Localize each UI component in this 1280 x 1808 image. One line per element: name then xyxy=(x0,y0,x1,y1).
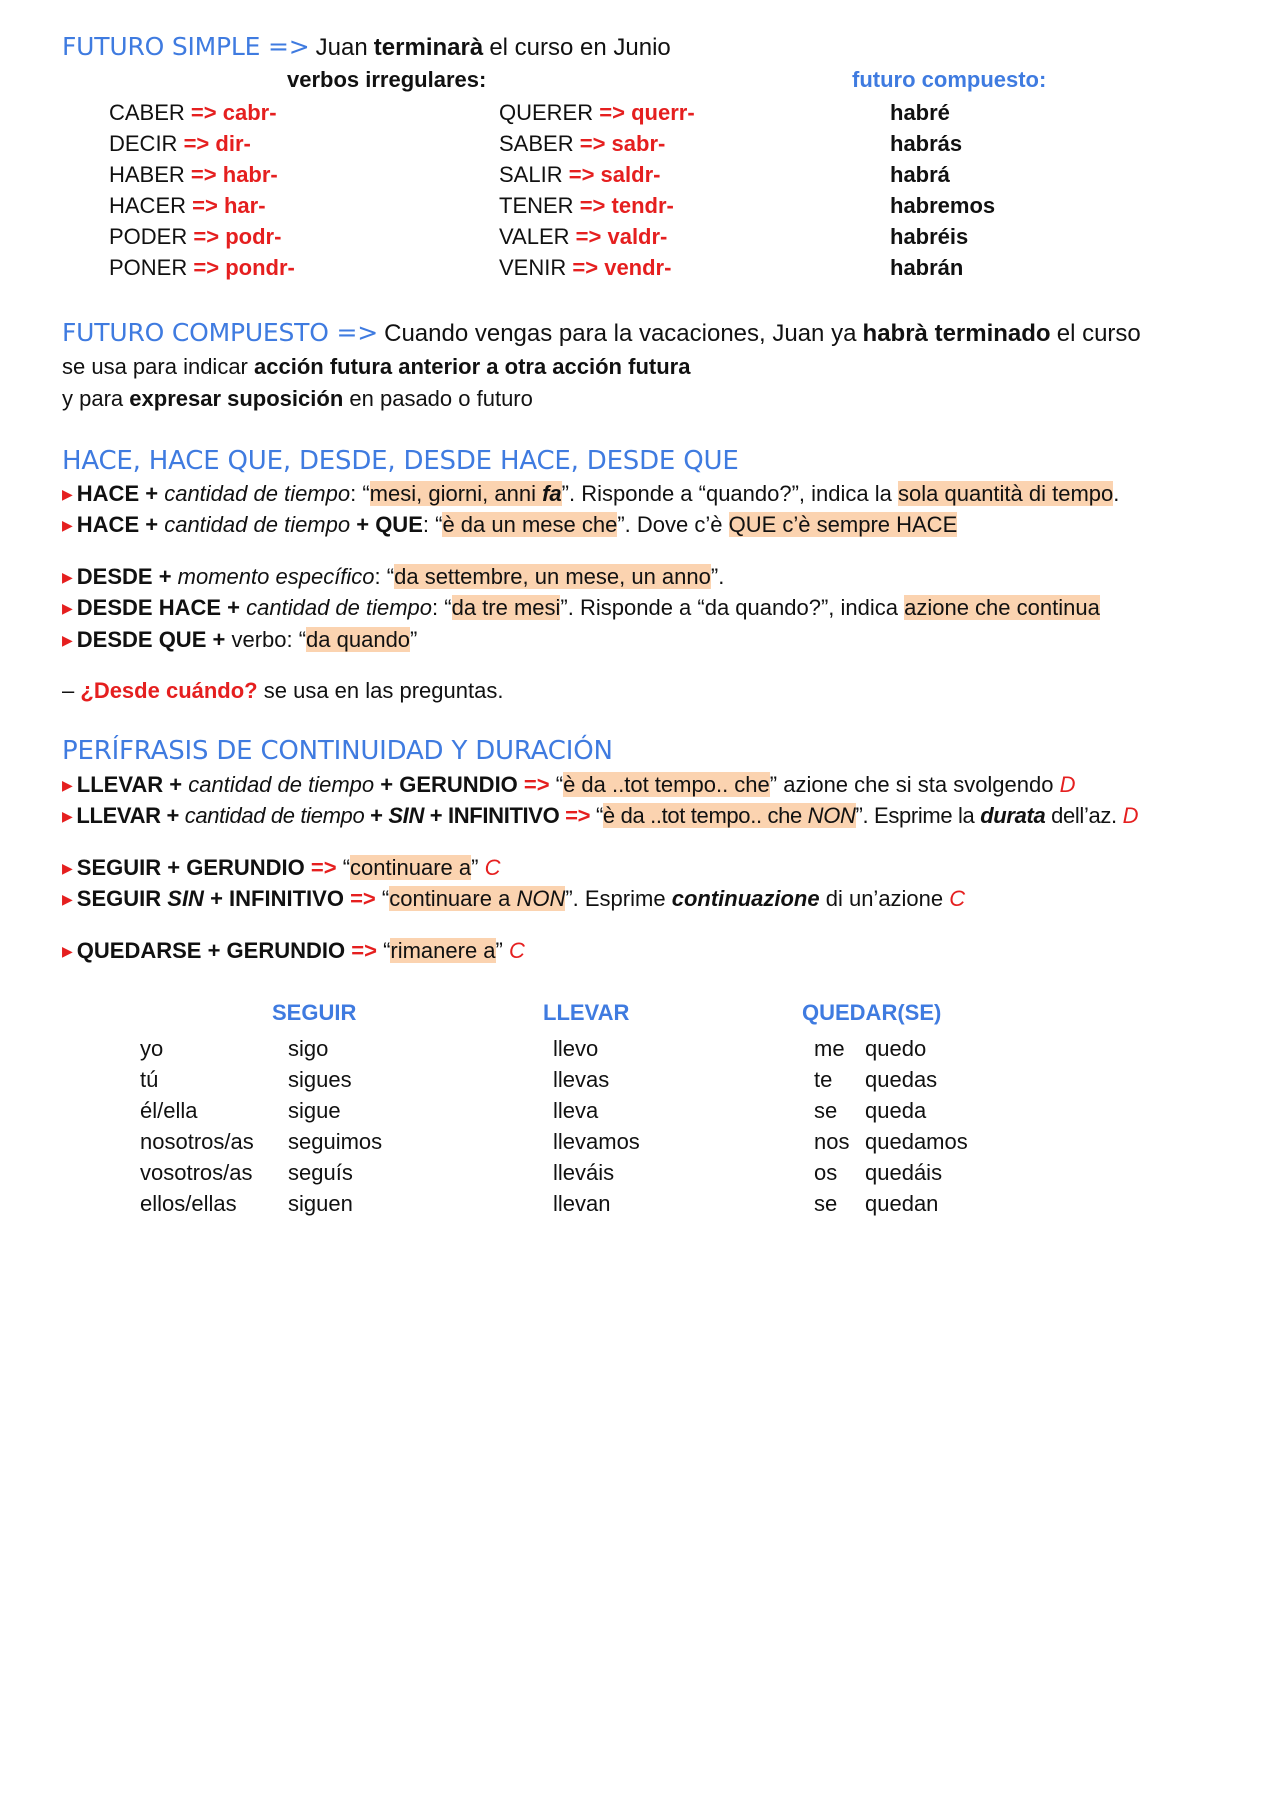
t: LLEVAR + xyxy=(76,803,179,828)
futuro-simple-line xyxy=(62,34,671,61)
t: di un’azione xyxy=(825,886,944,911)
t: SEGUIR xyxy=(76,886,162,911)
stem: vendr- xyxy=(604,255,672,280)
t: + QUE xyxy=(356,512,423,537)
compuesto-forms-title: futuro compuesto: xyxy=(852,67,1047,92)
futuro-compuesto-line xyxy=(62,320,1141,347)
form: habrás xyxy=(890,131,963,156)
highlight xyxy=(389,886,565,911)
arrow: => xyxy=(190,162,217,187)
t: NON xyxy=(516,886,566,911)
highlight: rimanere a xyxy=(390,938,496,963)
t: cantidad de tiempo xyxy=(246,595,433,620)
t: ”. xyxy=(710,564,725,589)
verb-row xyxy=(109,128,295,159)
highlight: QUE c’è sempre HACE xyxy=(728,512,958,537)
t: HACE + xyxy=(76,512,159,537)
reflexive: se xyxy=(814,1098,838,1123)
highlight xyxy=(370,481,562,506)
t: + xyxy=(370,803,383,828)
t: – xyxy=(62,678,75,703)
hace-line-1 xyxy=(62,481,1119,507)
t: fa xyxy=(542,481,562,506)
form: quedo xyxy=(865,1036,927,1061)
form: lleváis xyxy=(553,1160,615,1185)
perifrasis-line-1 xyxy=(62,772,1076,798)
verb-row xyxy=(109,252,295,283)
perifrasis-line-3 xyxy=(62,855,500,881)
arrow: => xyxy=(190,100,217,125)
t: SEGUIR + GERUNDIO xyxy=(76,855,305,880)
llevar-column xyxy=(553,1033,640,1219)
t: ¿Desde cuándo? xyxy=(80,678,258,703)
highlight: è da ..tot tempo.. che xyxy=(563,772,770,797)
irregulares-title: verbos irregulares: xyxy=(287,67,487,92)
t: mesi, giorni, anni xyxy=(369,481,536,506)
t: : “ xyxy=(432,595,452,620)
bullet-triangle-icon: ▶ xyxy=(62,777,73,793)
form: llevo xyxy=(553,1036,599,1061)
pronoun: ellos/ellas xyxy=(140,1191,237,1216)
hace-line-5 xyxy=(62,627,417,653)
verb: CABER xyxy=(109,100,185,125)
t: durata xyxy=(980,803,1046,828)
verb: QUERER xyxy=(499,100,594,125)
bullet-triangle-icon: ▶ xyxy=(62,860,73,876)
t: + INFINITIVO xyxy=(429,803,560,828)
arrow: => xyxy=(599,100,625,125)
arrow: => xyxy=(310,855,337,880)
reflexive: me xyxy=(814,1036,845,1061)
perifrasis-line-5 xyxy=(62,938,525,964)
highlight: sola quantità di tempo xyxy=(898,481,1114,506)
form: habréis xyxy=(890,224,969,249)
text: y para xyxy=(62,386,124,411)
pronoun: él/ella xyxy=(140,1098,198,1123)
hace-line-2 xyxy=(62,512,957,538)
form: llevas xyxy=(553,1067,610,1092)
hace-title: HACE, HACE QUE, DESDE, DESDE HACE, DESDE QUE xyxy=(62,446,739,476)
irregulares-left xyxy=(109,97,295,283)
bullet-triangle-icon: ▶ xyxy=(62,943,73,959)
t: C xyxy=(949,886,966,911)
quedar-column xyxy=(865,1033,968,1219)
verb-row xyxy=(109,221,295,252)
t: DESDE HACE + xyxy=(76,595,240,620)
arrow: => xyxy=(193,224,220,249)
t: “ xyxy=(555,772,564,797)
pronouns-column xyxy=(140,1033,254,1219)
futuro-compuesto-title: FUTURO COMPUESTO => xyxy=(62,318,378,347)
form: siguen xyxy=(288,1191,353,1216)
form: llevamos xyxy=(553,1129,640,1154)
stem: har- xyxy=(223,193,266,218)
form: habremos xyxy=(890,193,996,218)
compuesto-usage-1 xyxy=(62,354,690,380)
text: se usa para indicar xyxy=(62,354,248,379)
highlight: azione che continua xyxy=(904,595,1100,620)
hace-line-3 xyxy=(62,564,724,590)
t: dell’az. xyxy=(1051,803,1117,828)
arrow: => xyxy=(575,224,602,249)
ex-text: Juan xyxy=(315,34,368,61)
arrow: => xyxy=(572,255,599,280)
t: SIN xyxy=(167,886,204,911)
bullet-triangle-icon: ▶ xyxy=(62,486,73,502)
t: C xyxy=(509,938,525,963)
highlight xyxy=(603,803,856,828)
stem: dir- xyxy=(215,131,251,156)
t: + GERUNDIO xyxy=(380,772,518,797)
stem: cabr- xyxy=(222,100,277,125)
verb: DECIR xyxy=(109,131,178,156)
t: : “ xyxy=(350,481,370,506)
form: quedamos xyxy=(865,1129,968,1154)
t: cantidad de tiempo xyxy=(164,481,351,506)
highlight: continuare a xyxy=(350,855,472,880)
text-bold: acción futura anterior a otra acción futura xyxy=(254,354,691,379)
pronoun: vosotros/as xyxy=(140,1160,253,1185)
seguir-column xyxy=(288,1033,382,1219)
arrow: => xyxy=(568,162,595,187)
verb-row xyxy=(499,190,695,221)
t: cantidad de tiempo xyxy=(184,803,365,828)
verb-row xyxy=(499,159,695,190)
arrow: => xyxy=(183,131,210,156)
form: quedan xyxy=(865,1191,939,1216)
verb: SABER xyxy=(499,131,574,156)
arrow: => xyxy=(351,938,377,963)
arrow: => xyxy=(579,131,606,156)
ex-verb: terminarà xyxy=(373,34,484,61)
perifrasis-title: PERÍFRASIS DE CONTINUIDAD Y DURACIÓN xyxy=(62,736,613,766)
bullet-triangle-icon: ▶ xyxy=(62,569,73,585)
t: C xyxy=(484,855,501,880)
ex-text-end: el curso xyxy=(1056,320,1141,347)
t: ” xyxy=(495,938,503,963)
t: + INFINITIVO xyxy=(210,886,344,911)
t: ” azione che si sta svolgendo xyxy=(769,772,1054,797)
reflexive: os xyxy=(814,1160,838,1185)
t: NON xyxy=(807,803,856,828)
pronoun: yo xyxy=(140,1036,164,1061)
verb-row xyxy=(109,97,295,128)
arrow: => xyxy=(350,886,376,911)
t: verbo: “ xyxy=(231,627,307,652)
t: SIN xyxy=(388,803,424,828)
t: “ xyxy=(595,803,603,828)
stem: podr- xyxy=(225,224,282,249)
futuro-simple-title: FUTURO SIMPLE => xyxy=(62,32,310,61)
verb-row xyxy=(109,159,295,190)
compuesto-usage-2 xyxy=(62,386,533,412)
stem: tendr- xyxy=(611,193,674,218)
form: lleva xyxy=(553,1098,599,1123)
t: “ xyxy=(342,855,351,880)
t: ”. Dove c’è xyxy=(617,512,723,537)
reflexive: se xyxy=(814,1191,838,1216)
reflexive: te xyxy=(814,1067,833,1092)
stem: saldr- xyxy=(600,162,661,187)
arrow: => xyxy=(565,803,591,828)
t: D xyxy=(1122,803,1139,828)
verb: TENER xyxy=(499,193,574,218)
t: DESDE QUE + xyxy=(76,627,226,652)
t: ”. Risponde a “quando?”, indica la xyxy=(561,481,892,506)
t: DESDE + xyxy=(76,564,172,589)
header-seguir: SEGUIR xyxy=(272,1000,357,1025)
form: quedáis xyxy=(865,1160,943,1185)
header-quedarse: QUEDAR(SE) xyxy=(802,1000,942,1025)
ex-verb: habrà terminado xyxy=(862,320,1051,347)
verb: PONER xyxy=(109,255,188,280)
t: HACE + xyxy=(76,481,159,506)
verb: HACER xyxy=(109,193,187,218)
t: : “ xyxy=(422,512,443,537)
form: quedas xyxy=(865,1067,938,1092)
verb: PODER xyxy=(109,224,188,249)
hace-line-4 xyxy=(62,595,1100,621)
stem: sabr- xyxy=(611,131,666,156)
form: habrán xyxy=(890,255,964,280)
verb-row xyxy=(499,97,695,128)
ex-text-end: el curso en Junio xyxy=(489,34,671,61)
highlight: da quando xyxy=(306,627,411,652)
t: momento específico xyxy=(177,564,375,589)
form: llevan xyxy=(553,1191,611,1216)
t: QUEDARSE + GERUNDIO xyxy=(76,938,346,963)
pronoun: nosotros/as xyxy=(140,1129,254,1154)
t: se usa en las preguntas. xyxy=(263,678,504,703)
compuesto-forms xyxy=(890,97,995,283)
t: ” xyxy=(471,855,479,880)
t: D xyxy=(1059,772,1076,797)
quedar-refl-column xyxy=(814,1033,849,1219)
arrow: => xyxy=(192,193,218,218)
t: cantidad de tiempo xyxy=(188,772,375,797)
verb-row xyxy=(109,190,295,221)
stem: pondr- xyxy=(225,255,295,280)
t: ”. Esprime la xyxy=(855,803,975,828)
ex-text: Cuando vengas para la vacaciones, Juan ya xyxy=(384,320,857,347)
perifrasis-line-4 xyxy=(62,886,965,912)
t: è da ..tot tempo.. che xyxy=(602,803,802,828)
highlight: è da un mese che xyxy=(442,512,618,537)
arrow: => xyxy=(523,772,550,797)
t: : “ xyxy=(374,564,395,589)
t: “ xyxy=(383,938,391,963)
t: continuare a xyxy=(389,886,511,911)
stem: querr- xyxy=(631,100,695,125)
arrow: => xyxy=(193,255,220,280)
reflexive: nos xyxy=(814,1129,850,1154)
form: sigue xyxy=(288,1098,341,1123)
t: . xyxy=(1113,481,1120,506)
t: ”. Risponde a “da quando?”, indica xyxy=(560,595,898,620)
arrow: => xyxy=(579,193,606,218)
bullet-triangle-icon: ▶ xyxy=(62,891,73,907)
verb: VALER xyxy=(499,224,570,249)
verb-row xyxy=(499,221,695,252)
t: “ xyxy=(381,886,390,911)
form: habrá xyxy=(890,162,950,187)
highlight: da tre mesi xyxy=(451,595,561,620)
t: ”. Esprime xyxy=(565,886,666,911)
stem: valdr- xyxy=(607,224,668,249)
t: ” xyxy=(410,627,418,652)
stem: habr- xyxy=(222,162,278,187)
pronoun: tú xyxy=(140,1067,159,1092)
verb-row xyxy=(499,128,695,159)
highlight: da settembre, un mese, un anno xyxy=(394,564,711,589)
verb: HABER xyxy=(109,162,185,187)
verb-row xyxy=(499,252,695,283)
bullet-triangle-icon: ▶ xyxy=(62,632,73,648)
verb: SALIR xyxy=(499,162,563,187)
t: cantidad de tiempo xyxy=(164,512,351,537)
form: seguimos xyxy=(288,1129,383,1154)
bullet-triangle-icon: ▶ xyxy=(62,517,73,533)
header-llevar: LLEVAR xyxy=(543,1000,630,1025)
bullet-triangle-icon: ▶ xyxy=(62,600,73,616)
irregulares-right xyxy=(499,97,695,283)
form: sigues xyxy=(288,1067,352,1092)
form: queda xyxy=(865,1098,927,1123)
bullet-triangle-icon: ▶ xyxy=(62,808,73,824)
t: LLEVAR + xyxy=(76,772,183,797)
form: sigo xyxy=(288,1036,329,1061)
hace-note xyxy=(62,678,503,704)
t: continuazione xyxy=(671,886,820,911)
perifrasis-line-2 xyxy=(62,803,1138,829)
text-bold: expresar suposición xyxy=(129,386,344,411)
verb: VENIR xyxy=(499,255,567,280)
form: habré xyxy=(890,100,950,125)
text: en pasado o futuro xyxy=(349,386,533,411)
form: seguís xyxy=(288,1160,353,1185)
